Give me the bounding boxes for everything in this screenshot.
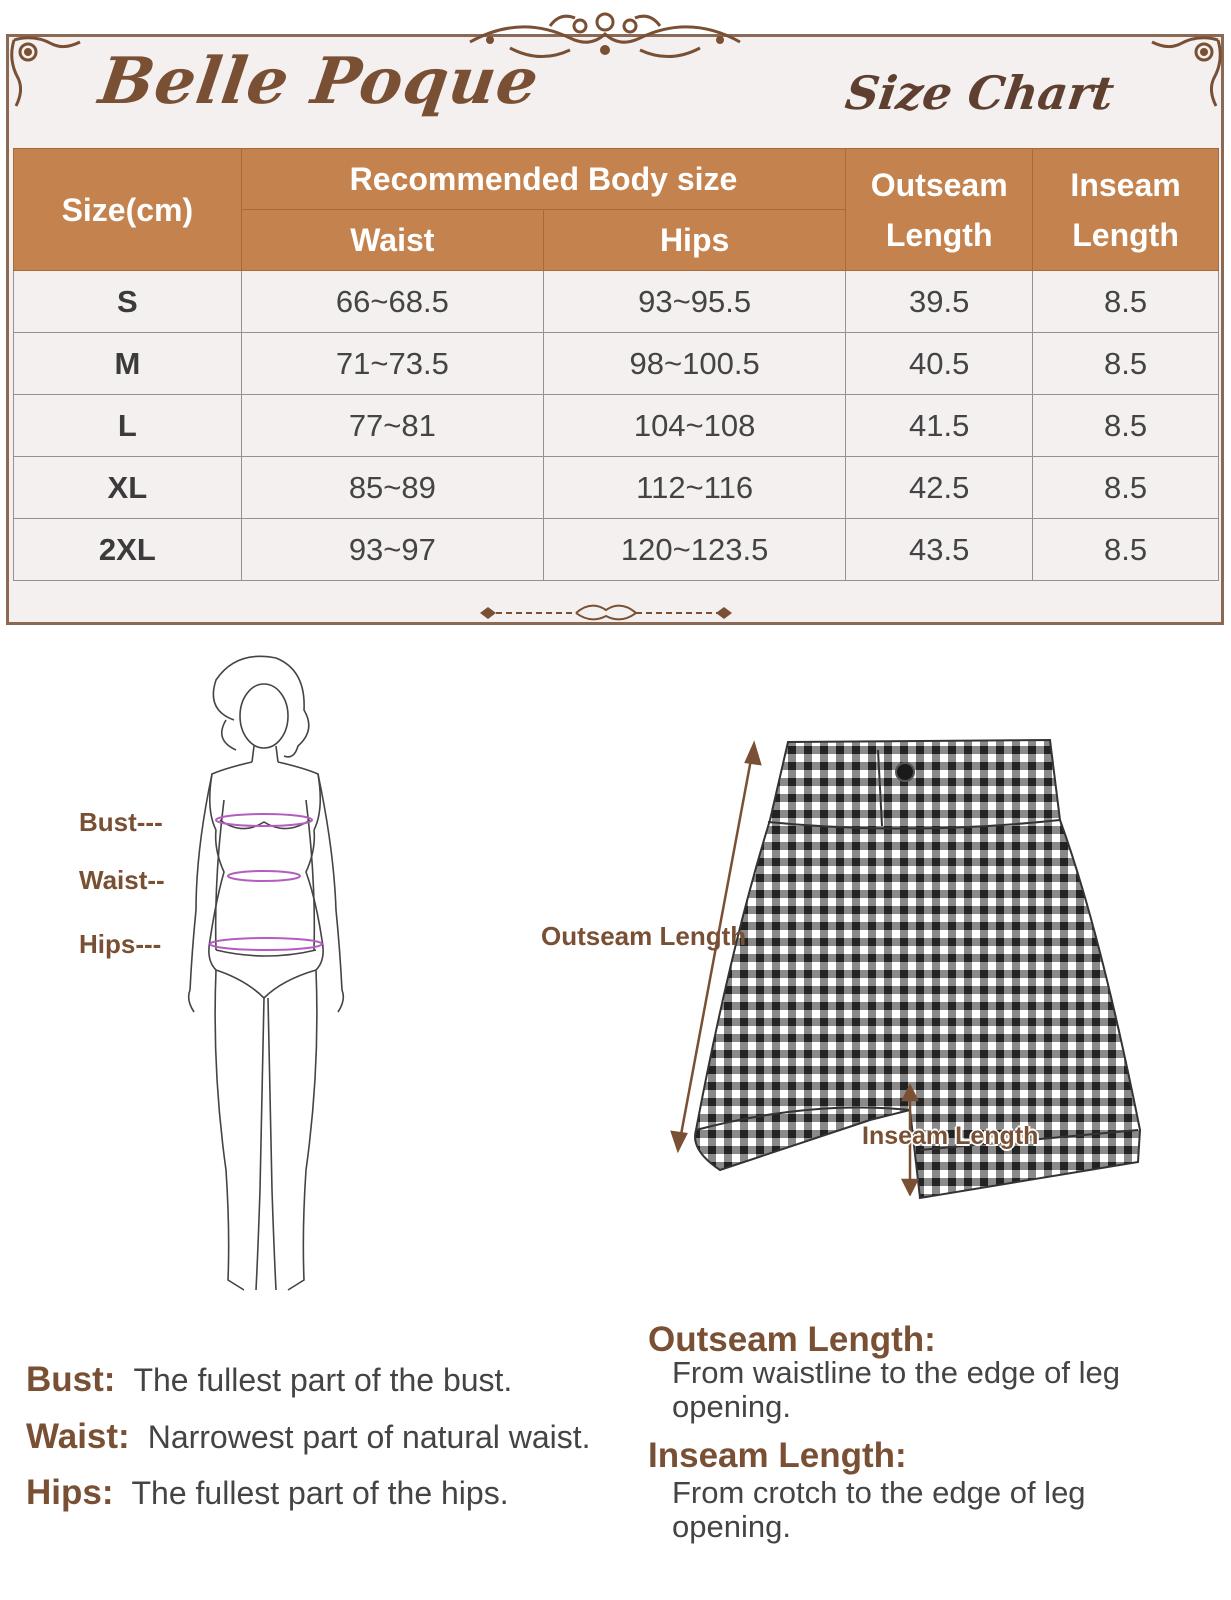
table-row <box>14 333 1219 395</box>
size-cell: L <box>14 395 242 457</box>
waist-description: Narrowest part of natural waist. <box>147 1419 591 1455</box>
waist-cell: 66~68.5 <box>241 271 543 333</box>
recommended-body-size-header: Recommended Body size <box>241 149 846 210</box>
waist-label: Waist-- <box>79 865 165 895</box>
hips-cell: 112~116 <box>543 457 845 519</box>
bust-label: Bust--- <box>79 807 163 837</box>
body-figure-illustration <box>176 650 356 1300</box>
waist-definition <box>26 1417 591 1457</box>
size-column-header: Size(cm) <box>14 149 242 271</box>
inseam-definition-title: Inseam Length: <box>648 1436 907 1475</box>
hips-definition <box>26 1473 509 1513</box>
bust-definition <box>26 1360 512 1400</box>
table-row <box>14 395 1219 457</box>
top-right-corner-ornament-icon <box>1148 30 1228 110</box>
brand-logo: Belle Poque <box>94 44 544 119</box>
hips-label: Hips--- <box>79 929 162 959</box>
inseam-cell: 8.5 <box>1033 519 1219 581</box>
size-cell: S <box>14 271 242 333</box>
inseam-cell: 8.5 <box>1033 395 1219 457</box>
outseam-length-header: Outseam Length <box>846 149 1033 271</box>
table-row <box>14 271 1219 333</box>
waist-cell: 71~73.5 <box>241 333 543 395</box>
inseam-length-header: Inseam Length <box>1033 149 1219 271</box>
table-row <box>14 519 1219 581</box>
size-cell: M <box>14 333 242 395</box>
outseam-definition-title: Outseam Length: <box>648 1320 936 1359</box>
bottom-center-ornament-icon <box>476 598 736 628</box>
table-row <box>14 457 1219 519</box>
outseam-length-label: Outseam Length <box>541 921 747 951</box>
hips-cell: 104~108 <box>543 395 845 457</box>
waist-term: Waist: <box>26 1417 130 1456</box>
size-cell: XL <box>14 457 242 519</box>
top-left-corner-ornament-icon <box>4 30 84 110</box>
size-table <box>13 148 1219 581</box>
page-title: Size Chart <box>842 66 1118 120</box>
inseam-cell: 8.5 <box>1033 271 1219 333</box>
inseam-cell: 8.5 <box>1033 457 1219 519</box>
outseam-cell: 42.5 <box>846 457 1033 519</box>
hips-description: The fullest part of the hips. <box>131 1475 509 1511</box>
hips-cell: 93~95.5 <box>543 271 845 333</box>
waist-cell: 85~89 <box>241 457 543 519</box>
hips-term: Hips: <box>26 1473 114 1512</box>
waist-column-header: Waist <box>241 210 543 271</box>
waist-cell: 77~81 <box>241 395 543 457</box>
bust-term: Bust: <box>26 1360 116 1399</box>
outseam-definition-text: From waistline to the edge of leg opening. <box>672 1355 1121 1424</box>
size-cell: 2XL <box>14 519 242 581</box>
hips-column-header: Hips <box>543 210 845 271</box>
outseam-cell: 40.5 <box>846 333 1033 395</box>
hips-cell: 98~100.5 <box>543 333 845 395</box>
inseam-cell: 8.5 <box>1033 333 1219 395</box>
bust-description: The fullest part of the bust. <box>133 1362 513 1398</box>
waist-cell: 93~97 <box>241 519 543 581</box>
outseam-cell: 43.5 <box>846 519 1033 581</box>
outseam-cell: 41.5 <box>846 395 1033 457</box>
outseam-cell: 39.5 <box>846 271 1033 333</box>
hips-cell: 120~123.5 <box>543 519 845 581</box>
inseam-length-label: Inseam Length <box>862 1122 1039 1150</box>
inseam-definition-text: From crotch to the edge of leg opening. <box>672 1475 1086 1544</box>
